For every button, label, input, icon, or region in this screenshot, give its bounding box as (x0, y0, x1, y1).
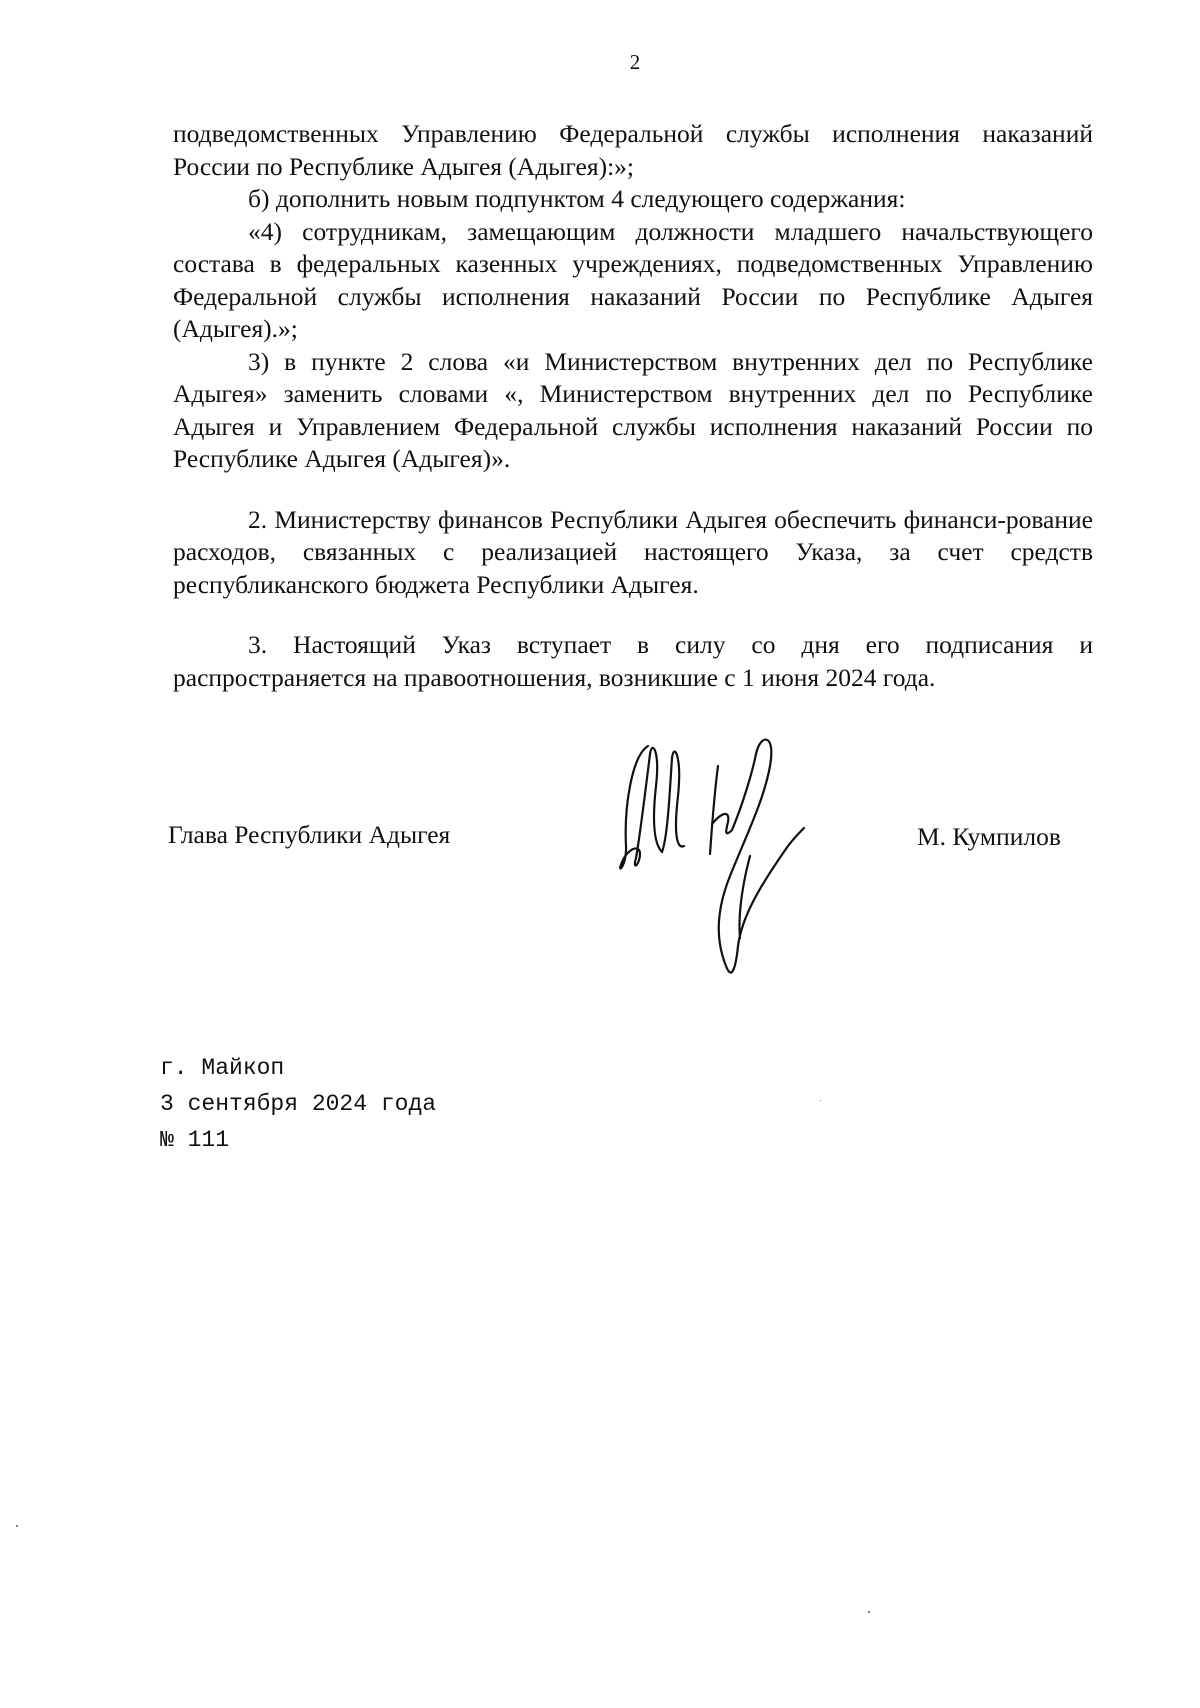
scan-speck (868, 1611, 870, 1613)
document-body (173, 118, 1093, 694)
paragraph-point-3: 3) в пункте 2 слова «и Министерством внутренних дел по Республике Адыгея» заменить словами «, Министерством внутренних дел по Республике Адыгея и Управлением Федеральной службы исполнения наказаний России по Республике Адыгея (Адыгея)». (173, 346, 1093, 473)
scan-speck (16, 1525, 18, 1527)
footer-number: № 111 (160, 1127, 230, 1153)
paragraph-item-2: 2. Министерству финансов Республики Адыгея обеспечить финанси-рование расходов, связанных с реализацией настоящего Указа, за счет средств республиканского бюджета Республики Адыгея. (173, 504, 1093, 599)
footer-date: 3 сентября 2024 года (160, 1091, 437, 1117)
signatory-name: М. Кумпилов (917, 822, 1061, 851)
footer-city: г. Майкоп (160, 1055, 285, 1081)
handwritten-signature (610, 726, 850, 1006)
paragraph-continuation: подведомственных Управлению Федеральной службы исполнения наказаний России по Республике Адыгея (Адыгея):»; (173, 119, 1093, 181)
document-footer (160, 1050, 436, 1158)
paragraph-subpoint-4: «4) сотрудникам, замещающим должности младшего начальствующего состава в федеральных казенных учреждениях, подведомственных Управлению Федеральной службы исполнения наказаний России по Республике Адыгея (Адыгея).»; (173, 216, 1093, 343)
paragraph-subpoint-b: б) дополнить новым подпунктом 4 следующего содержания: (248, 184, 906, 213)
paragraph-item-3: 3. Настоящий Указ вступает в силу со дня его подписания и распространяется на правоотношения, возникшие с 1 июня 2024 года. (173, 630, 1093, 692)
scan-speck (820, 1100, 821, 1101)
signatory-position: Глава Республики Адыгея (168, 820, 451, 849)
page-number: 2 (629, 50, 641, 74)
